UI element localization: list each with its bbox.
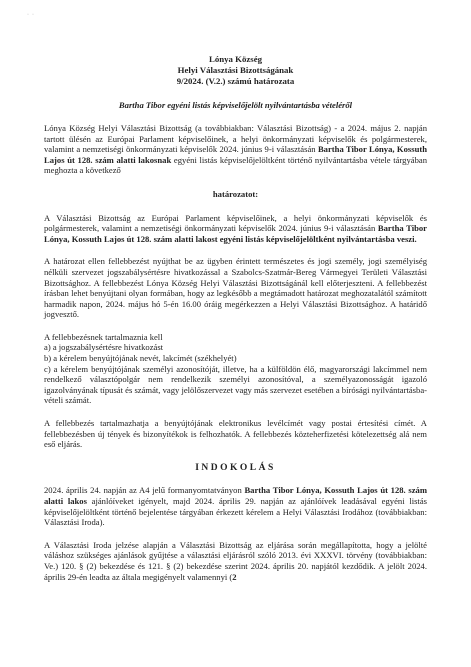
reasoning-paragraph-2 (44, 540, 427, 582)
list-item: b) a kérelem benyújtójának nevét, lakcímét (székhelyét) (44, 353, 237, 364)
intro-paragraph (44, 123, 427, 176)
appeal-contents-list (44, 342, 427, 406)
list-item: c) a kérelem benyújtójának személyi azonosítóját, illetve, ha a külföldön élő, magyarországi lakcímmel nem rendelkező választópolgár nem rendelkezik személyi azonosítóval, a személyazonosságát igazoló igazolványának típusát és számát, vagy jelölőszervezet vagy más szervezet esetében a bírósági nyilvántartásba-vételi számát. (44, 363, 427, 406)
document-subtitle: Bartha Tibor egyéni listás képviselőjelölt nyilvántartásba vételéről (118, 100, 353, 111)
appeal-contents-intro: A fellebbezésnek tartalmaznia kell (44, 331, 163, 342)
reasoning-heading: INDOKOLÁS (195, 462, 276, 473)
reasoning-2-bold: 2 (232, 571, 237, 582)
decision-heading: határozatot: (212, 188, 259, 199)
reasoning-1-text-2: ajánlóíveket igényelt, majd 2024. április 29. napján az ajánlóívek leadásával egyéni listás képviselőjelöltként történő bejelentése tárgyában érkezett kérelem a Helyi Választási Irodához (továbbiakban: Választási Iroda). (44, 496, 427, 528)
list-item: a) a jogszabálysértésre hivatkozást (44, 342, 164, 353)
intro-text-1: Lónya Község Helyi Választási Bizottság (a továbbiakban: Választási Bizottság) - a 2024. május 2. napján tartott ülésén az Európai Parlament képviselőinek, a helyi önkormányzati képviselők és polgármesterek, valamint a nemzetiségi önkormányzati képviselők 2024. június 9-i választásán (44, 122, 427, 155)
committee-name: Helyi Választási Bizottságának (177, 64, 294, 75)
scan-artifact: · · (27, 12, 34, 18)
appeal-contents (44, 332, 427, 406)
resolution-number: 9/2024. (V.2.) számú határozata (176, 75, 295, 86)
reasoning-1-candidate: Bartha Tibor Lónya, Kossuth Lajos út 128. szám alatti lakos (44, 485, 427, 507)
intro-text-2: egyéni listás képviselőjelöltként történő nyilvántartásba vétele tárgyában meghozta a következő (44, 154, 427, 176)
intro-candidate: Bartha Tibor Lónya, Kossuth Lajos út 128. szám alatti lakosnak (44, 144, 427, 165)
reasoning-1-text-1: 2024. április 24. napján az A4 jelű formanyomtatványon (44, 485, 245, 496)
decision-candidate: Bartha Tibor Lónya, Kossuth Lajos út 128. szám alatti lakost egyéni listás képviselőjelöltként nyilvántartásba veszi. (44, 223, 427, 244)
decision-paragraph (44, 213, 427, 245)
optional-contents-paragraph: A fellebbezés tartalmazhatja a benyújtójának elektronikus levélcímét vagy postai értesítési címét. A fellebbezésben új tények és bizonyítékok is felhozhatók. A fellebbezés közteherfizetési kötelezettség alá nem eső eljárás. (44, 418, 427, 450)
issuer-name: Lónya Község (208, 54, 263, 64)
reasoning-2-text-1: A Választási Iroda jelzése alapján a Választási Bizottság az eljárása során megállapította, hogy a jelölté váláshoz szükséges ajánlások gyűjtése a választási eljárásról szóló 2013. évi XXXVI. törvény (továbbiakban: Ve.) 120. § (2) bekezdése és 121. § (2) bekezdése szerint 2024. április 20. napjától kezdődik. A jelölt 2024. április 29-én leadta az általa megigényelt valamennyi ( (44, 539, 427, 582)
decision-text-1: A Választási Bizottság az Európai Parlament képviselőinek, a helyi önkormányzati képviselők és polgármesterek, valamint a nemzetiségi önkormányzati képviselők 2024. június 9-i választásán (44, 212, 427, 234)
appeal-paragraph: A határozat ellen fellebbezést nyújthat be az ügyben érintett természetes és jogi személy, jogi személyiség nélküli szervezet jogszabálysértésre hivatkozással a Szabolcs-Szatmár-Bereg Vármegyei Területi Választási Bizottsághoz. A fellebbezést Lónya Község Helyi Választási Bizottságánál kell előterjeszteni. A fellebbezést írásban lehet benyújtani olyan formában, hogy az legkésőbb a megtámadott határozat meghozatalától számított harmadik napon, 2024. május hó 5-én 16.00 óráig megérkezzen a Helyi Választási Bizottsághoz. A határidő jogvesztő. (44, 256, 427, 320)
reasoning-paragraph-1 (44, 485, 427, 527)
